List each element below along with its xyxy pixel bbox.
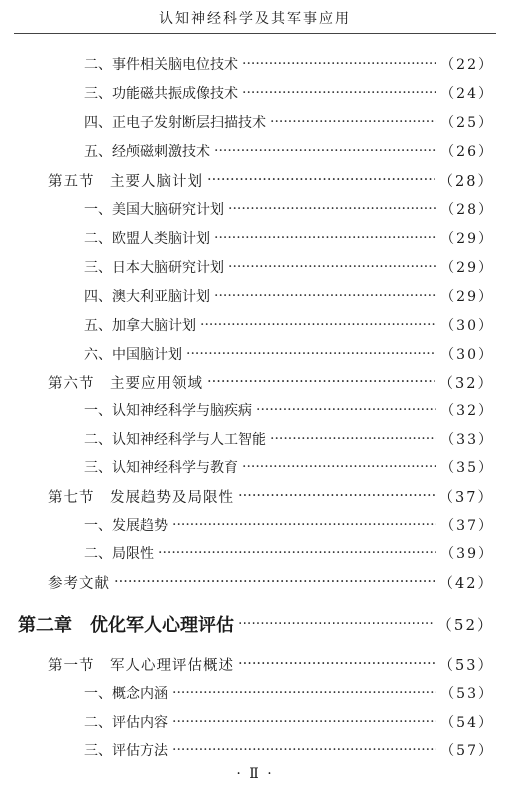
dot-leader [256,402,436,418]
toc-entry-title: 一、概念内涵 [84,686,168,702]
toc-section-entry[interactable] [48,652,494,676]
toc-section-entry[interactable] [48,370,494,394]
toc-section-entry[interactable] [48,168,494,192]
toc-entry-page: （28） [440,202,494,218]
dot-leader [172,714,436,730]
toc-entry-page: （32） [440,403,494,419]
dot-leader [228,201,436,217]
toc-entry-title: 第六节 主要应用领域 [48,375,203,392]
dot-leader [186,346,436,362]
dot-leader [114,574,435,590]
toc-entry-title: 参考文献 [48,575,110,592]
dot-leader [242,459,436,475]
toc-subsection-entry[interactable] [84,226,494,250]
toc-section-entry[interactable] [48,570,494,594]
dot-leader [238,488,435,504]
toc-subsection-entry[interactable] [84,398,494,422]
toc-entry-page: （53） [438,657,494,674]
toc-entry-page: （30） [440,347,494,363]
toc-entry-page: （25） [440,115,494,131]
toc-entry-page: （22） [440,57,494,73]
toc-entry-page: （28） [438,173,494,190]
toc-entry-page: （39） [440,546,494,562]
toc-entry-title: 二、事件相关脑电位技术 [84,57,238,73]
toc-entry-title: 六、中国脑计划 [84,347,182,363]
toc-entry-title: 五、加拿大脑计划 [84,318,196,334]
toc-entry-page: （29） [440,289,494,305]
dot-leader [172,685,436,701]
running-header: 认知神经科学及其军事应用 [159,11,351,27]
toc-entry-title: 一、美国大脑研究计划 [84,202,224,218]
toc-entry-title: 第七节 发展趋势及局限性 [48,489,234,506]
toc-subsection-entry[interactable] [84,342,494,366]
toc-entry-title: 三、日本大脑研究计划 [84,260,224,276]
toc-entry-page: （32） [438,375,494,392]
toc-entry-page: （37） [440,518,494,534]
dot-leader [214,143,436,159]
toc-entry-title: 第一节 军人心理评估概述 [48,657,234,674]
toc-subsection-entry[interactable] [84,738,494,762]
toc-subsection-entry[interactable] [84,197,494,221]
toc-entry-title: 四、澳大利亚脑计划 [84,289,210,305]
toc-subsection-entry[interactable] [84,513,494,537]
toc-entry-title: 二、局限性 [84,546,154,562]
toc-entry-page: （24） [440,86,494,102]
toc-entry-title: 一、发展趋势 [84,518,168,534]
page-number: · Ⅱ · [236,766,274,782]
toc-entry-title: 三、评估方法 [84,743,168,759]
toc-chapter-entry[interactable] [18,609,494,639]
toc-entry-title: 二、评估内容 [84,715,168,731]
toc-subsection-entry[interactable] [84,139,494,163]
toc-subsection-entry[interactable] [84,81,494,105]
toc-entry-page: （42） [438,575,494,592]
toc-subsection-entry[interactable] [84,541,494,565]
dot-leader [200,317,436,333]
toc-subsection-entry[interactable] [84,455,494,479]
dot-leader [158,545,436,561]
toc-subsection-entry[interactable] [84,313,494,337]
toc-entry-page: （33） [440,432,494,448]
toc-entry-page: （53） [440,686,494,702]
toc-entry-title: 四、正电子发射断层扫描技术 [84,115,266,131]
toc-subsection-entry[interactable] [84,255,494,279]
toc-entry-page: （26） [440,144,494,160]
toc-subsection-entry[interactable] [84,52,494,76]
dot-leader [228,259,436,275]
toc-entry-title: 一、认知神经科学与脑疾病 [84,403,252,419]
toc-entry-title: 二、认知神经科学与人工智能 [84,432,266,448]
toc-entry-title: 三、功能磁共振成像技术 [84,86,238,102]
toc-subsection-entry[interactable] [84,681,494,705]
toc-entry-title: 第五节 主要人脑计划 [48,173,203,190]
toc-subsection-entry[interactable] [84,427,494,451]
toc-entry-page: （29） [440,260,494,276]
dot-leader [214,288,436,304]
toc-entry-title: 二、欧盟人类脑计划 [84,231,210,247]
dot-leader [207,172,435,188]
dot-leader [270,114,436,130]
toc-section-entry[interactable] [48,484,494,508]
toc-entry-page: （54） [440,715,494,731]
toc-entry-page: （35） [440,460,494,476]
toc-subsection-entry[interactable] [84,284,494,308]
toc-entry-page: （37） [438,489,494,506]
dot-leader [214,230,436,246]
dot-leader [238,616,433,632]
toc-entry-page: （52） [436,615,494,634]
toc-entry-title: 五、经颅磁刺激技术 [84,144,210,160]
dot-leader [242,56,436,72]
toc-entry-page: （29） [440,231,494,247]
dot-leader [242,85,436,101]
toc-entry-page: （57） [440,743,494,759]
toc-subsection-entry[interactable] [84,710,494,734]
toc-subsection-entry[interactable] [84,110,494,134]
toc-entry-page: （30） [440,318,494,334]
toc-entry-title: 三、认知神经科学与教育 [84,460,238,476]
dot-leader [270,431,436,447]
dot-leader [238,656,435,672]
dot-leader [172,742,436,758]
toc-entry-title: 第二章 优化军人心理评估 [18,615,234,636]
dot-leader [172,517,436,533]
dot-leader [207,374,435,390]
